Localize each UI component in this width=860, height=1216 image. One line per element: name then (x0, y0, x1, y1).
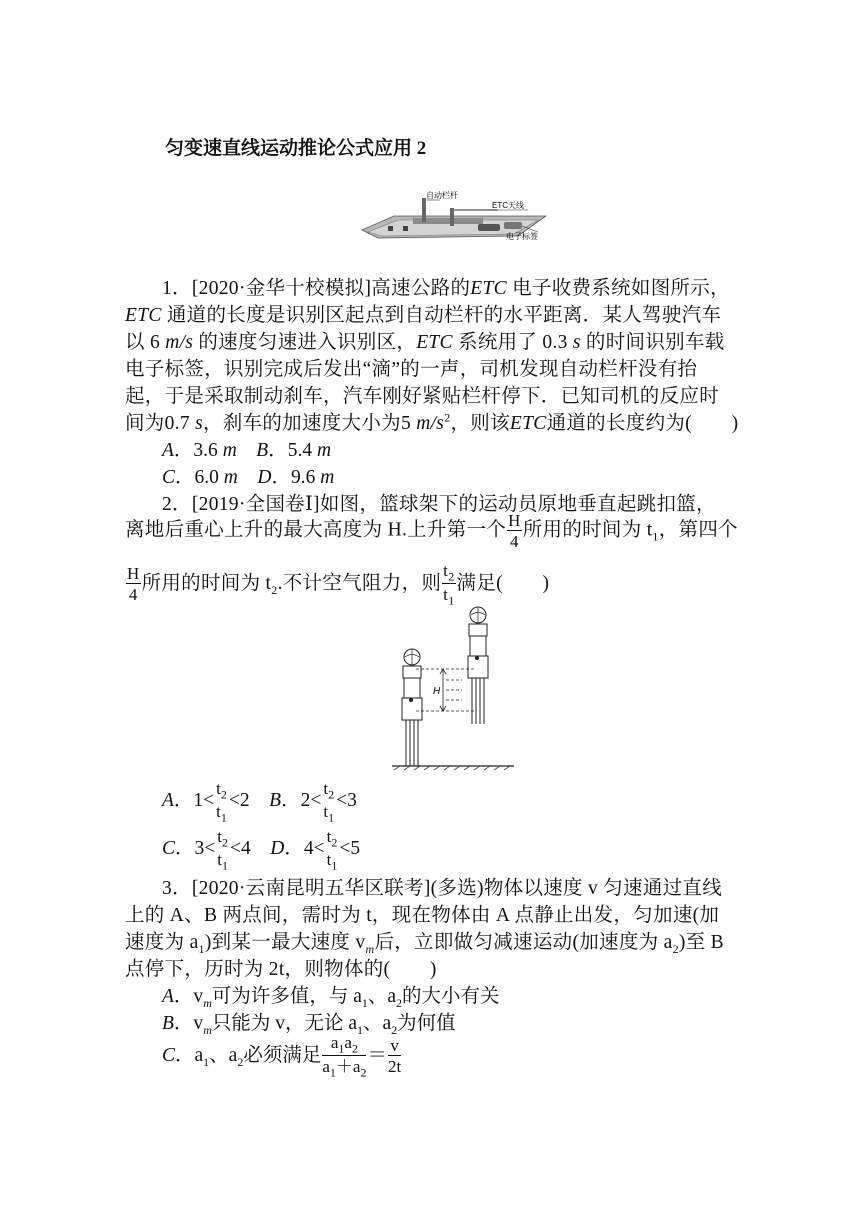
q1-option-c[interactable]: C．6.0 m (162, 467, 238, 488)
q1-line-1: 1．[2020·金华十校模拟]高速公路的ETC 电子收费系统如图所示， (162, 278, 730, 299)
fraction-a1a2-over-sum: $\frac{a_1a_2}{a_1+a_2}$ (322, 1033, 367, 1080)
q2-line-1: 2．[2019·全国卷Ⅰ]如图，篮球架下的运动员原地垂直起跳扣篮， (162, 494, 716, 515)
fraction-t2-over-t1: $\frac{t_2}{t_1}$ (443, 561, 455, 608)
etc-toll-figure (358, 186, 553, 246)
q3-option-c[interactable]: C．$a_1$、$a_2$必须满足 $\frac{a_1a_2}{a_1+a_2}$ ＝ $\frac{v}{2t}$ (162, 1033, 402, 1080)
q3-option-b[interactable]: B．$v_m$只能为 v，无论 $a_1$、$a_2$为何值 (162, 1013, 456, 1037)
q1-line-5: 起，于是采取制动刹车，汽车刚好紧贴栏杆停下．已知司机的反应时 (125, 386, 720, 407)
label-h: H (433, 686, 441, 697)
q1-option-b[interactable]: B．5.4 m (256, 440, 332, 461)
q2-line-2: 离地后重心上升的最大高度为 H.上升第一个 $\frac{H}{4}$ 所用的时间为 $t_1$，第四个 (125, 511, 738, 551)
q3-line-4: 点停下，历时为 2t，则物体的( ) (125, 959, 437, 980)
q2-line-3: $\frac{H}{4}$ 所用的时间为 $t_2$.不计空气阻力，则 $\frac{t_2}{t_1}$ 满足( ) (127, 561, 550, 608)
page-title: 匀变速直线运动推论公式应用 2 (165, 138, 427, 159)
q1-options-cd (162, 461, 334, 489)
label-etc-antenna: ETC天线 (492, 201, 524, 210)
fraction-h-over-4: $\frac{H}{4}$ (127, 564, 140, 605)
basketball-jump-figure (390, 600, 520, 772)
q1-option-a[interactable]: A．3.6 m (162, 440, 237, 461)
q2-options-ab (162, 780, 357, 824)
fraction-v-over-2t: $\frac{v}{2t}$ (387, 1036, 402, 1077)
q2-options-cd (162, 828, 360, 872)
q1-line-6: 间为0.7 s，刹车的加速度大小为5 $m/s^2$，则该ETC通道的长度约为( ) (125, 410, 739, 434)
q3-line-2: 上的 A、B 两点间，需时为 t，现在物体由 A 点静止出发，匀加速(加 (125, 905, 720, 926)
q2-option-b[interactable]: B．2< $t_2$ $t_1$ <3 (269, 779, 357, 825)
q2-option-c[interactable]: C．3< $t_2$ $t_1$ <4 (162, 827, 251, 873)
q1-line-3: 以 6 m/s 的速度匀速进入识别区，ETC 系统用了 0.3 s 的时间识别车载 (125, 332, 725, 353)
q1-option-d[interactable]: D．9.6 m (257, 467, 335, 488)
q1-line-2: ETC 通道的长度是识别区起点到自动栏杆的水平距离．某人驾驶汽车 (125, 305, 722, 326)
q1-options-ab (162, 434, 331, 462)
fraction-h-over-4: $\frac{H}{4}$ (508, 511, 521, 551)
q2-option-d[interactable]: D．4< $t_2$ $t_1$ <5 (270, 827, 361, 873)
label-electronic-tag: 电子标签 (506, 232, 538, 241)
q3-option-a[interactable]: A．$v_m$可为许多值，与 $a_1$、$a_2$的大小有关 (162, 986, 500, 1010)
q3-line-3: 速度为 $a_1$)到某一最大速度 $v_m$后，立即做匀减速运动(加速度为 $a_2$)至 B (125, 932, 724, 956)
q2-option-a[interactable]: A．1< $t_2$ $t_1$ <2 (162, 779, 250, 825)
q3-line-1: 3．[2020·云南昆明五华区联考](多选)物体以速度 v 匀速通过直线 (162, 878, 723, 899)
label-auto-barrier: 自动栏杆 (426, 191, 458, 200)
q1-line-4: 电子标签，识别完成后发出“滴”的一声，司机发现自动栏杆没有抬 (125, 359, 698, 380)
